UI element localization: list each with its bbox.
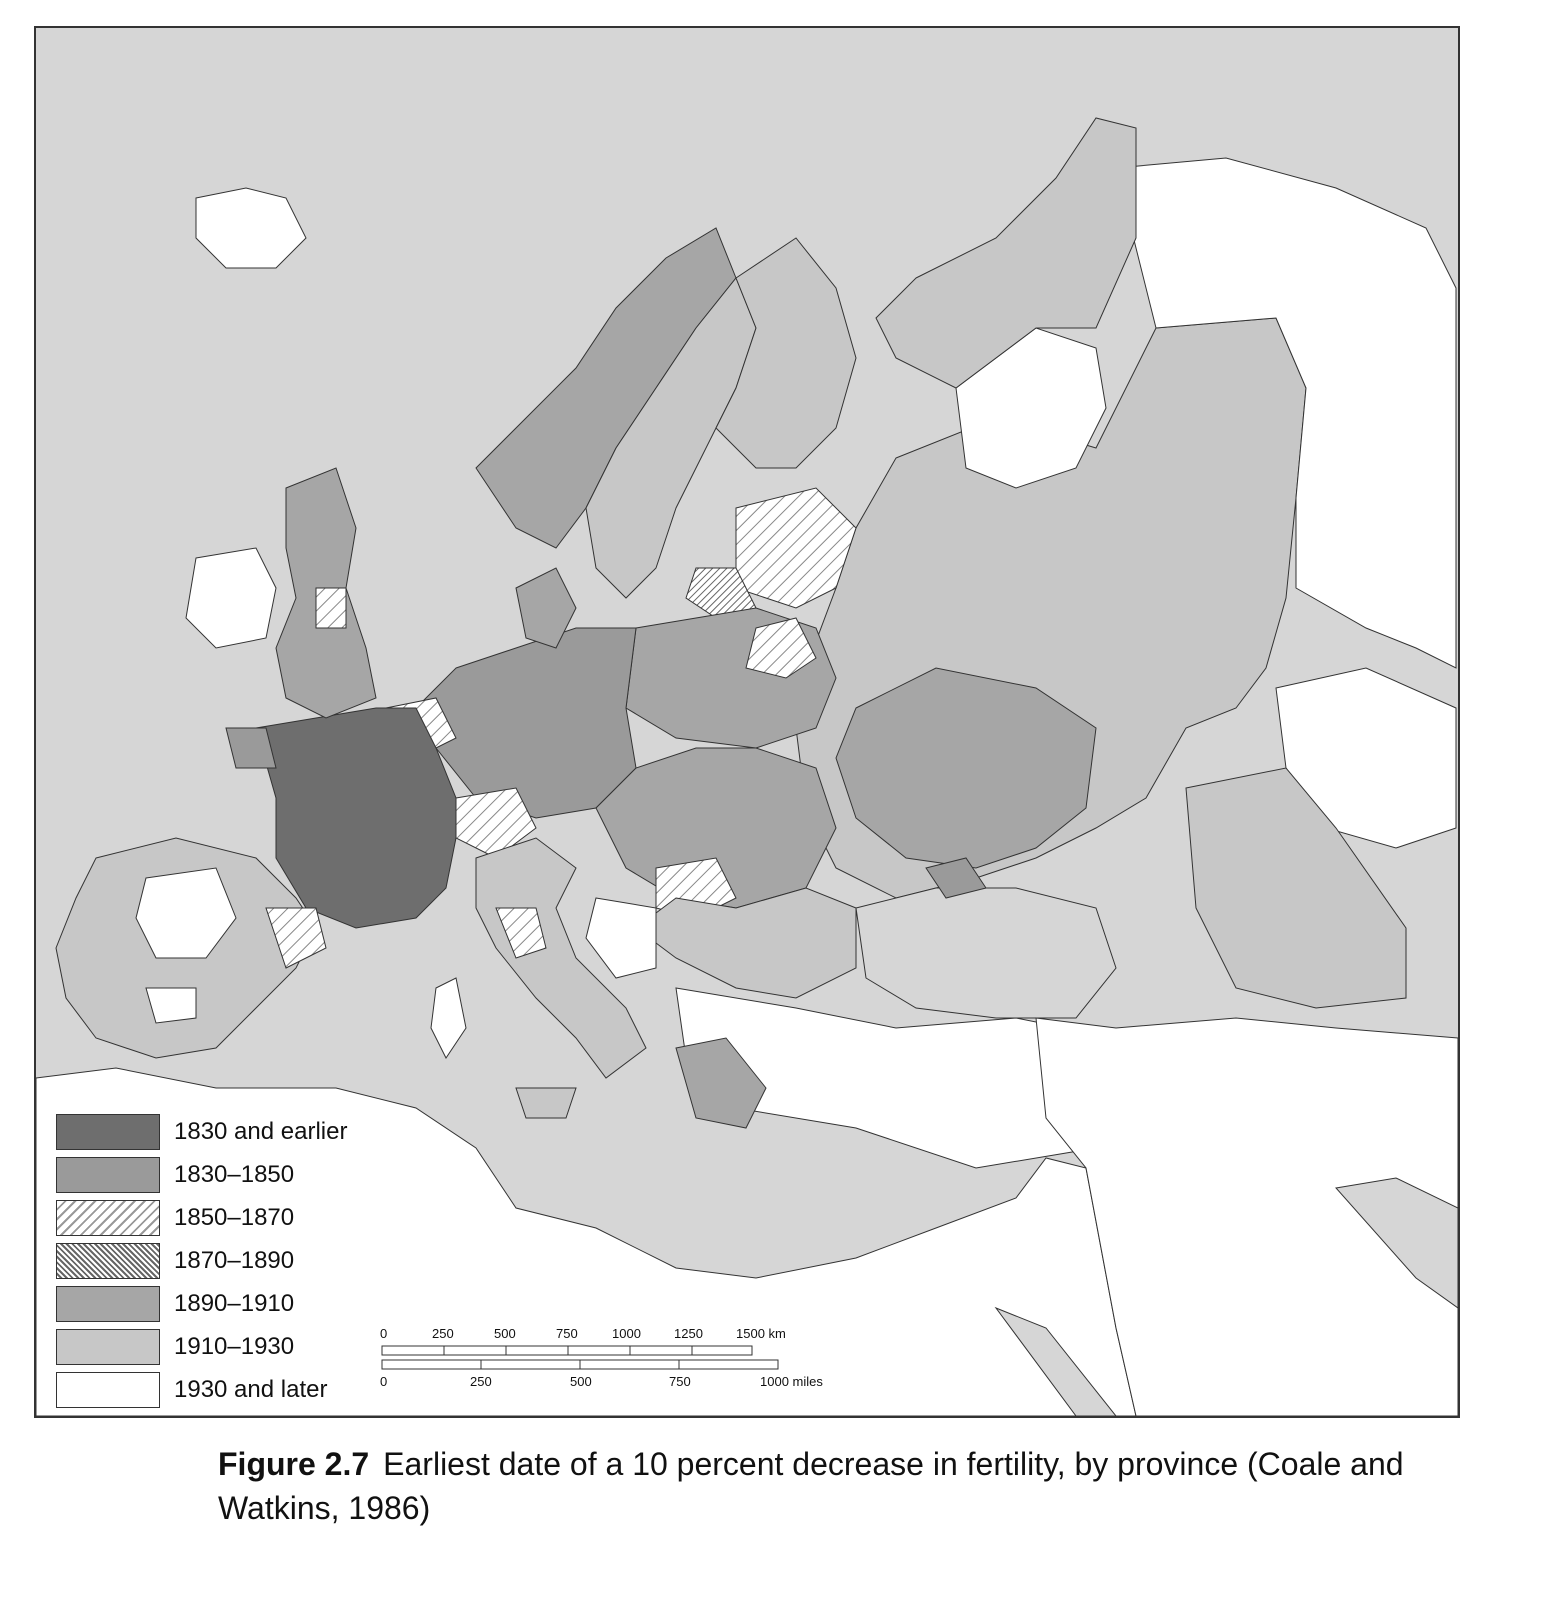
figure-label: Figure 2.7	[218, 1446, 370, 1482]
scale-km-label: 250	[432, 1326, 454, 1341]
legend-label: 1890–1910	[174, 1290, 295, 1317]
legend-swatch	[56, 1200, 160, 1236]
scale-mile-label: 750	[669, 1374, 691, 1389]
legend-swatch	[56, 1114, 160, 1150]
legend-swatch	[56, 1243, 160, 1279]
map-frame	[34, 26, 1460, 1418]
scale-km-label: 1000	[612, 1326, 641, 1341]
scale-mile-label: 250	[470, 1374, 492, 1389]
region-sicily	[516, 1088, 576, 1118]
legend-label: 1830 and earlier	[174, 1118, 348, 1145]
region-poland	[626, 608, 836, 748]
scale-mile-label: 0	[380, 1374, 388, 1389]
legend-label: 1870–1890	[174, 1247, 295, 1274]
legend-label: 1830–1850	[174, 1161, 295, 1188]
legend-swatch	[56, 1372, 160, 1408]
scale-km-label: 0	[380, 1326, 388, 1341]
legend-swatch	[56, 1157, 160, 1193]
legend-swatch	[56, 1286, 160, 1322]
scale-bar	[380, 1324, 850, 1394]
figure-caption	[218, 1442, 1468, 1530]
scale-mile-label: 500	[570, 1374, 592, 1389]
figure-caption-text: Earliest date of a 10 percent decrease in fertility, by province (Coale and Watkins, 1986)	[218, 1446, 1404, 1526]
legend-label: 1850–1870	[174, 1204, 295, 1231]
region-britain-hatched	[316, 588, 346, 628]
legend-label: 1930 and later	[174, 1376, 328, 1403]
scale-mile-label: 1000 miles	[760, 1374, 823, 1389]
scale-km-bar	[382, 1346, 752, 1355]
scale-km-label: 750	[556, 1326, 578, 1341]
legend-swatch	[56, 1329, 160, 1365]
legend-label: 1910–1930	[174, 1333, 295, 1360]
scale-km-label: 1250	[674, 1326, 703, 1341]
scale-km-label: 500	[494, 1326, 516, 1341]
scale-km-label: 1500 km	[736, 1326, 786, 1341]
